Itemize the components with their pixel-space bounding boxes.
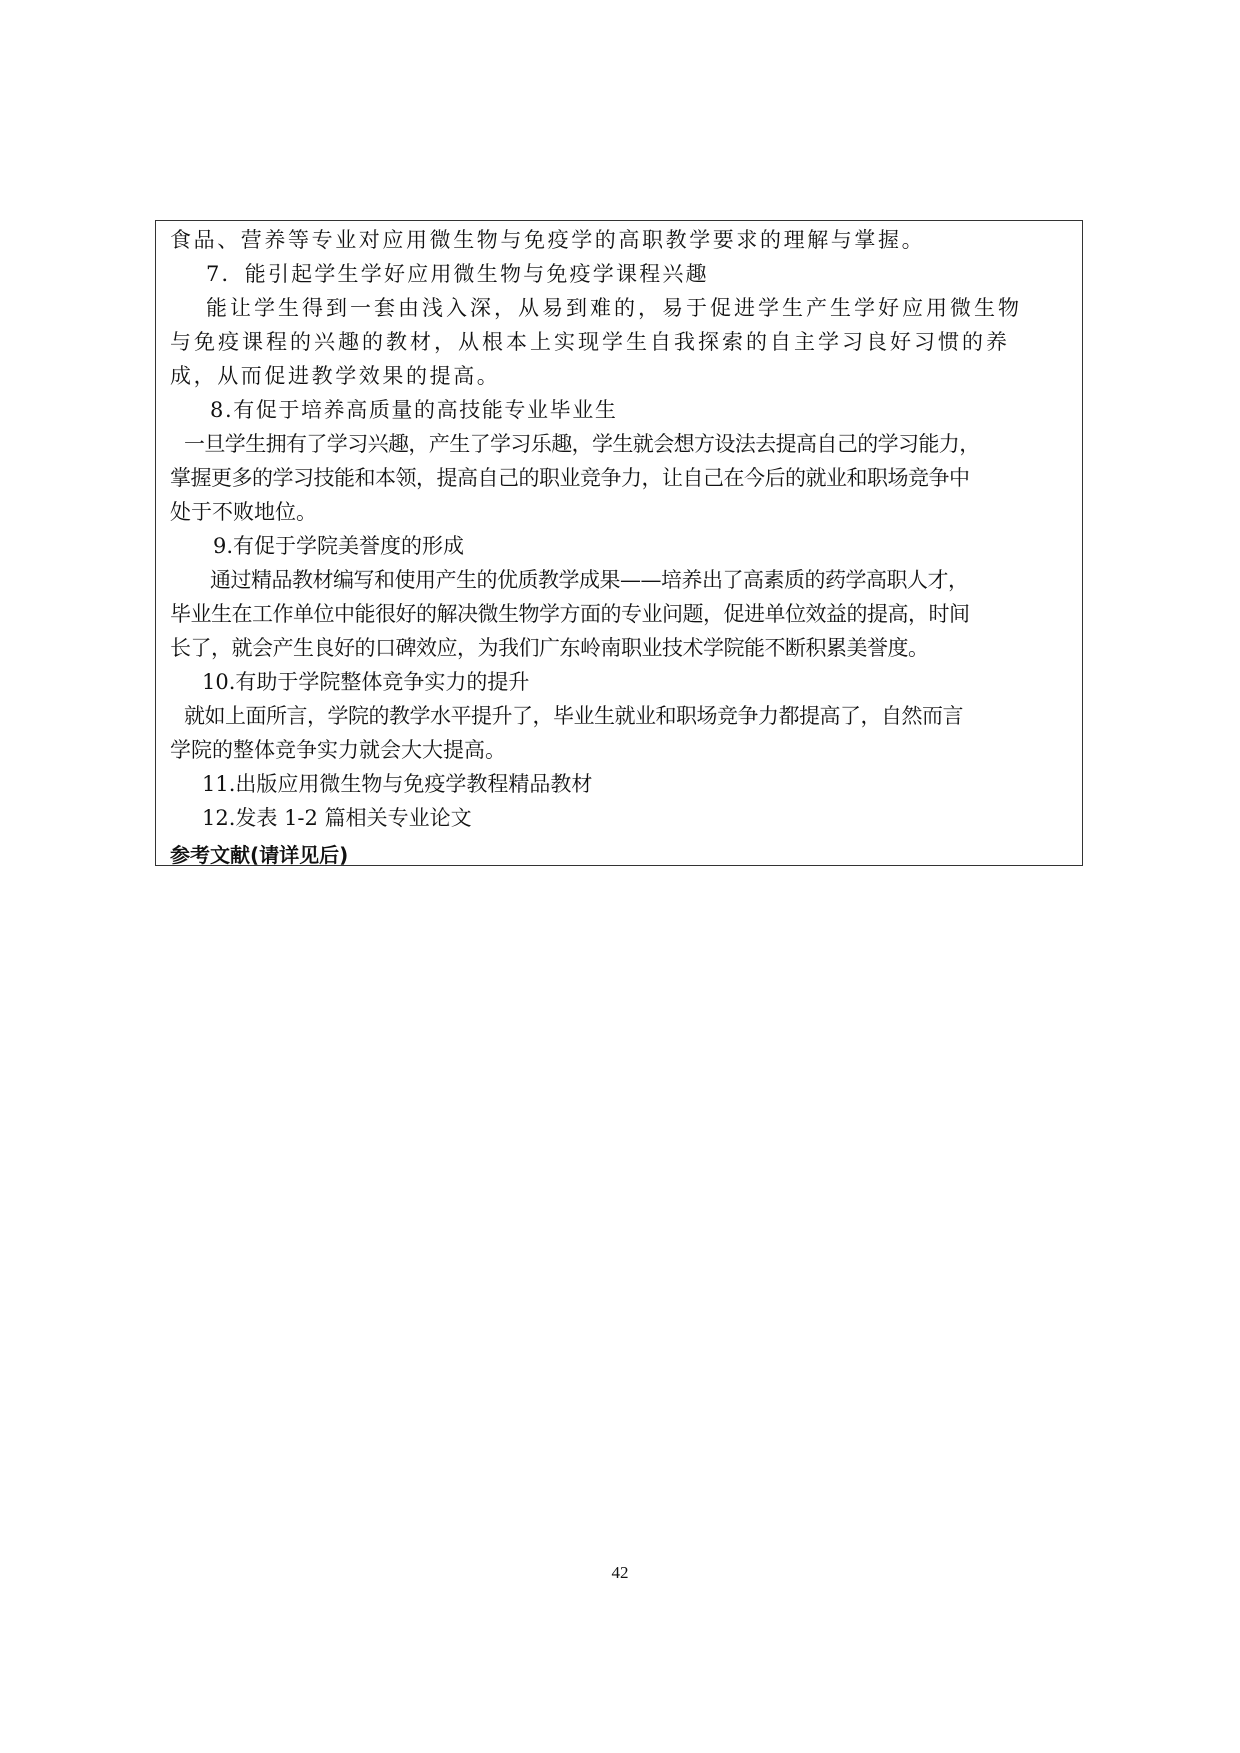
text-line: 毕业生在工作单位中能很好的解决微生物学方面的专业问题，促进单位效益的提高，时间 <box>170 602 970 626</box>
list-item-heading: 8.有促于培养高质量的高技能专业毕业生 <box>210 398 618 422</box>
references-heading: 参考文献(请详见后) <box>170 843 349 867</box>
text-line: 与免疫课程的兴趣的教材，从根本上实现学生自我探索的自主学习良好习惯的养 <box>170 330 1010 354</box>
text-line: 掌握更多的学习技能和本领，提高自己的职业竞争力，让自己在今后的就业和职场竞争中 <box>170 466 970 490</box>
text-line: 长了，就会产生良好的口碑效应，为我们广东岭南职业技术学院能不断积累美誉度。 <box>170 636 929 660</box>
text-line: 处于不败地位。 <box>170 500 317 524</box>
text-line: 能让学生得到一套由浅入深，从易到难的，易于促进学生产生学好应用微生物 <box>206 296 1022 320</box>
text-line: 就如上面所言，学院的教学水平提升了，毕业生就业和职场竞争力都提高了，自然而言 <box>184 704 963 728</box>
text-line: 学院的整体竞争实力就会大大提高。 <box>170 738 506 762</box>
content-table-cell <box>155 220 1083 866</box>
list-item-heading: 12.发表 1-2 篇相关专业论文 <box>202 806 472 830</box>
list-item-heading: 11.出版应用微生物与免疫学教程精品教材 <box>202 772 593 796</box>
list-item-heading: 7．能引起学生学好应用微生物与免疫学课程兴趣 <box>206 262 709 286</box>
text-line: 一旦学生拥有了学习兴趣，产生了学习乐趣，学生就会想方设法去提高自己的学习能力， <box>184 432 980 456</box>
text-line: 食品、营养等专业对应用微生物与免疫学的高职教学要求的理解与掌握。 <box>170 228 926 252</box>
text-line: 成，从而促进教学效果的提高。 <box>170 364 501 388</box>
list-item-heading: 9.有促于学院美誉度的形成 <box>213 534 465 558</box>
text-line: 通过精品教材编写和使用产生的优质教学成果——培养出了高素质的药学高职人才， <box>210 568 969 592</box>
page-number: 42 <box>611 1563 629 1582</box>
list-item-heading: 10.有助于学院整体竞争实力的提升 <box>202 670 530 694</box>
